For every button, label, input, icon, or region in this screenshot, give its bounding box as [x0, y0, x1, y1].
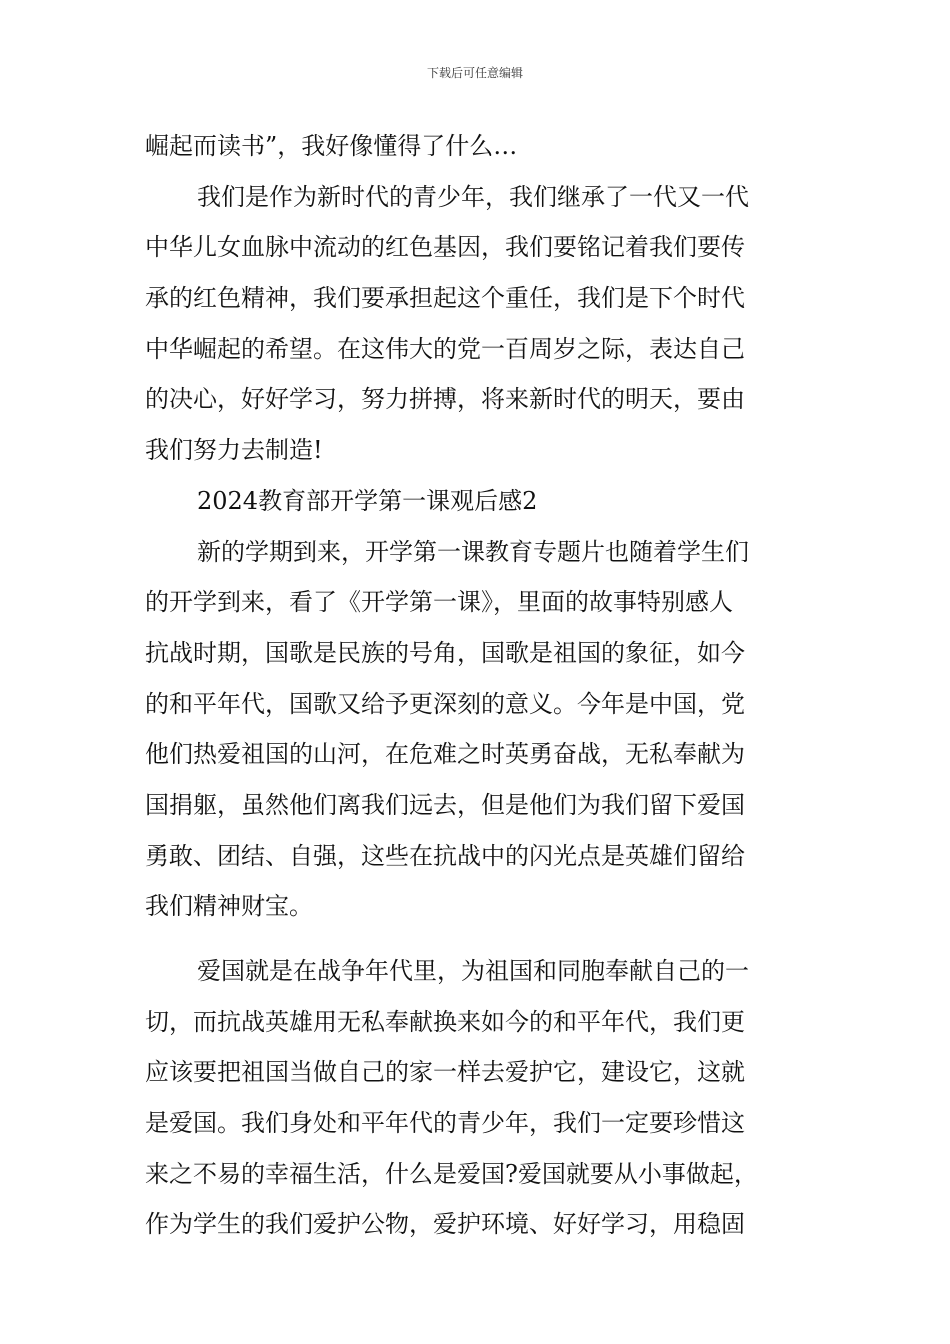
text-line: 我们是作为新时代的青少年，我们继承了一代又一代: [197, 182, 749, 211]
document-body: [145, 121, 809, 1250]
paragraph: [145, 946, 809, 1250]
section-heading-text: 2024教育部开学第一课观后感2: [197, 486, 538, 515]
text-line: 我们努力去制造!: [145, 436, 323, 465]
paragraph: [145, 172, 809, 476]
text-line: 勇敢、团结、自强，这些在抗战中的闪光点是英雄们留给: [145, 841, 745, 870]
text-line: 承的红色精神，我们要承担起这个重任，我们是下个时代: [145, 284, 745, 313]
text-line: 中华崛起的希望。在这伟大的党一百周岁之际，表达自己: [145, 334, 745, 363]
text-line: 新的学期到来，开学第一课教育专题片也随着学生们: [197, 537, 749, 566]
text-line: 我们精神财宝。: [145, 892, 313, 921]
text-line: 爱国就是在战争年代里，为祖国和同胞奉献自己的一: [197, 957, 749, 985]
text-line: 的开学到来，看了《开学第一课》，里面的故事特别感人: [145, 588, 733, 617]
page-header: 下载后可任意编辑: [426, 66, 523, 80]
text-line: 是爱国。我们身处和平年代的青少年，我们一定要珍惜这: [145, 1109, 745, 1138]
paragraph: [145, 527, 809, 933]
text-line: 抗战时期，国歌是民族的号角，国歌是祖国的象征，如今: [145, 638, 745, 667]
paragraph: [145, 121, 809, 172]
text-line: 切，而抗战英雄用无私奉献换来如今的和平年代，我们更: [145, 1007, 745, 1036]
text-line: 国捐躯，虽然他们离我们远去，但是他们为我们留下爱国: [145, 790, 745, 819]
text-line: 来之不易的幸福生活，什么是爱国?爱国就要从小事做起，: [145, 1159, 758, 1188]
paragraph-spacer: [145, 932, 809, 946]
text-line: 崛起而读书”，我好像懂得了什么…: [145, 132, 518, 160]
section-heading: [145, 476, 809, 527]
text-line: 作为学生的我们爱护公物，爱护环境、好好学习，用稳固: [145, 1210, 745, 1239]
text-line: 的决心，好好学习，努力拼搏，将来新时代的明天，要由: [145, 385, 745, 414]
text-line: 的和平年代，国歌又给予更深刻的意义。今年是中国，党: [145, 689, 745, 718]
text-line: 应该要把祖国当做自己的家一样去爱护它，建设它，这就: [145, 1058, 745, 1087]
text-line: 他们热爱祖国的山河，在危难之时英勇奋战，无私奉献为: [145, 740, 745, 769]
text-line: 中华儿女血脉中流动的红色基因，我们要铭记着我们要传: [145, 233, 745, 262]
